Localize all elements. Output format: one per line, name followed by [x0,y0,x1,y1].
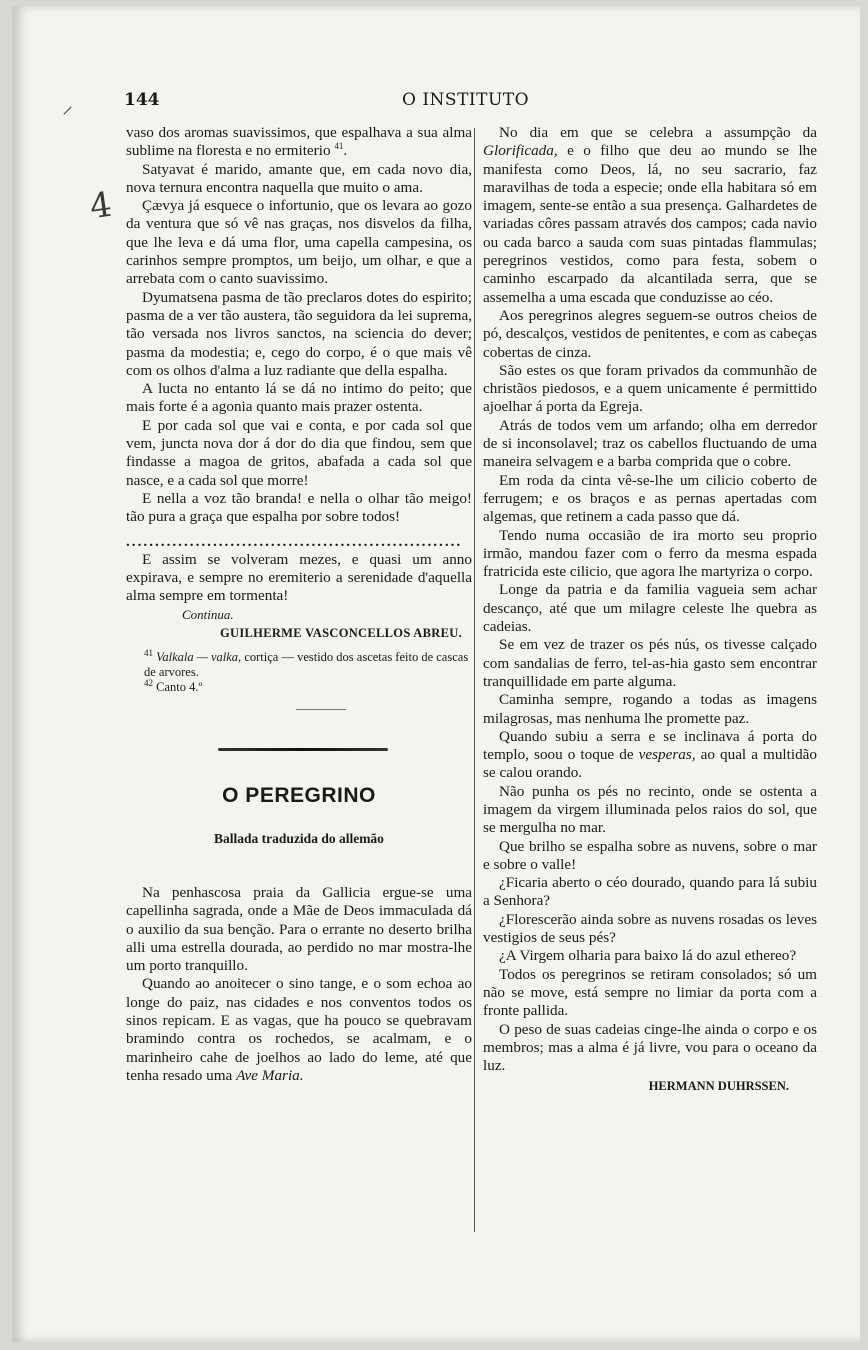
paragraph: vaso dos aromas suavissimos, que espalhava a sua alma sublime na floresta e no ermiterio $^{41}$. [126,124,472,160]
poem-subtitle: Ballada traduzida do allemão [214,830,384,846]
paragraph: E por cada sol que vai e conta, e por cada sol que vem, juncta nova dor á dor do dia que findou, sem que findasse a magoa de gritos, abafada a cada sol que nasce, e a cada sol que morre! [126,416,472,489]
paragraph: Quando subiu a serra e se inclinava á porta do templo, soou o toque de vesperas, ao qual a multidão se calou orando. [483,727,817,782]
footnote-rule [296,709,346,710]
footnotes [126,650,472,695]
paragraph: Dyumatsena pasma de tão preclaros dotes do espirito; pasma de a ver tão austera, tão seguidora da lei suprema, tão versada nos livros sanctos, na sciencia do dever; pasma da modestia; e, cego do corpo, é o que mais vê com os olhos d'alma a luz radiante que della espalha. [126,288,472,379]
paragraph: Que brilho se espalha sobre as nuvens, sobre o mar e sobre o valle! [483,837,817,873]
handwritten-margin-mark: 4 [87,184,115,228]
paragraph: E assim se volveram mezes, e quasi um anno expirava, e sempre no eremiterio a serenidade d'aquella alma sempre em tormenta! [126,550,472,605]
poem-translator-signature: HERMANN DUHRSSEN. [648,1079,789,1094]
paragraph: São estes os que foram privados da communhão de christãos piedosos, e a quem unicamente é permittido ajoelhar á porta da Egreja. [483,361,817,416]
paragraph: Em roda da cinta vê-se-lhe um cilicio coberto de ferrugem; e os braços e as pernas apertadas com algemas, que retinem a cada passo que dá. [483,471,817,526]
footnote: $^{42}$ Canto 4.º [144,678,203,695]
paragraph: Não punha os pés no recinto, onde se ostenta a imagem da virgem illuminada pelos raios do sol, que se mergulha no mar. [483,782,817,837]
paragraph: ¿Ficaria aberto o céo dourado, quando para lá subiu a Senhora? [483,874,817,910]
paragraph: Todos os peregrinos se retiram consolados; só um não se move, está sempre no limiar da porta com a fronte pallida. [483,965,817,1020]
left-column [126,124,472,1085]
book-page [12,6,860,1342]
article-author: GUILHERME VASCONCELLOS ABREU. [220,626,462,641]
right-column [483,124,817,1096]
paragraph: ¿Florescerão ainda sobre as nuvens rosadas os leves vestigios de seus pés? [483,910,817,947]
paragraph: ¿A Virgem olharia para baixo lá do azul ethereo? [499,947,797,965]
running-title: O INSTITUTO [402,90,530,110]
paragraph: O peso de suas cadeias cinge-lhe ainda o corpo e os membros; mas a alma é já livre, vou para o oceano da luz. [483,1020,817,1075]
paragraph: Atrás de todos vem um arfando; olha em derredor de si inconsolavel; traz os cabellos fluctuando de uma maneira selvagem e a barba comprida que o cobre. [483,416,817,471]
paragraph: Na penhascosa praia da Gallicia ergue-se uma capellinha sagrada, onde a Mãe de Deos immaculada dá o auxilio da sua benção. Para o errante no deserto brilha alli uma estrella dourada, ao perdido no mar mostra-lhe um porto tranquillo. [126,883,472,975]
ornamental-rule [218,748,388,751]
paragraph: Quando ao anoitecer o sino tange, e o som echoa ao longe do paiz, nas cidades e nos conventos todos os sinos repicam. E as vagas, que ha pouco se quebravam bramindo contra os rochedos, se acalmam, e o marinheiro cahe de joelhos ao lado do leme, até que tenha resado uma Ave Maria. [126,975,472,1084]
column-divider [474,128,475,1232]
paragraph: Satyavat é marido, amante que, em cada novo dia, nova ternura encontra naquella que muito o ama. [126,160,472,196]
paragraph: Caminha sempre, rogando a todas as imagens milagrosas, mas nenhuma lhe promette paz. [483,691,817,727]
poem-title: O PEREGRINO [222,784,376,808]
paragraph: No dia em que se celebra a assumpção da Glorificada, e o filho que deu ao mundo se lhe manifesta como Deos, lá, no seu sacrario, faz maravilhas de toda a especie; onde ella habitara só em imagem, sente-se então a sua presença. Galhardetes de variadas côres passam através dos campos; cada navio ou cada barco a sauda com suas pintadas flammulas; peregrinos vestidos, como para festa, sobem o caminho escarpado da alcantilada serra, que se assemelha a uma escada que conduzisse ao céo. [483,124,817,306]
margin-pencil-tick: ⸝ [62,94,74,119]
paragraph: Longe da patria e da familia vagueia sem achar descanço, até que um milagre celeste lhe quebra as cadeias. [483,581,817,636]
paragraph: A lucta no entanto lá se dá no intimo do peito; que mais forte é a agonia quanto mais prazer ostenta. [126,380,472,416]
continua-note: Continua. [182,606,234,622]
paragraph: Tendo numa occasião de ira morto seu proprio irmão, mandou fazer com o ferro da mesma espada fratricida este cilicio, que agora lhe martyriza o corpo. [483,526,817,581]
page-header [12,90,860,114]
footnote: $^{41}$ Valkala — valka, cortiça — vestido dos ascetas feito de cascas de arvores. [144,648,469,680]
paragraph: E nella a voz tão branda! e nella o olhar tão meigo! tão pura a graça que espalha por sobre todos! [126,489,472,526]
paragraph: Çævya já esquece o infortunio, que os levara ao gozo da ventura que só vê nas graças, nos disvelos da filha, que lhe leva e dá uma flor, uma capella campesina, os carinhos sempre promptos, um beijo, um olhar, e que a arrebata com o canto suavissimo. [126,197,472,288]
footnote-ref: 41 [334,141,344,152]
ellipsis-line: .......................................................... [126,532,463,550]
paragraph: Se em vez de trazer os pés nús, os tivesse calçado com sandalias de ferro, tel-as-hia gasto sem encontrar tranquillidade em parte alguma. [483,636,817,690]
page-number: 144 [124,90,160,110]
paragraph: Aos peregrinos alegres seguem-se outros cheios de pó, descalços, vestidos de penitentes, e com as cabeças cobertas de cinza. [483,306,817,361]
